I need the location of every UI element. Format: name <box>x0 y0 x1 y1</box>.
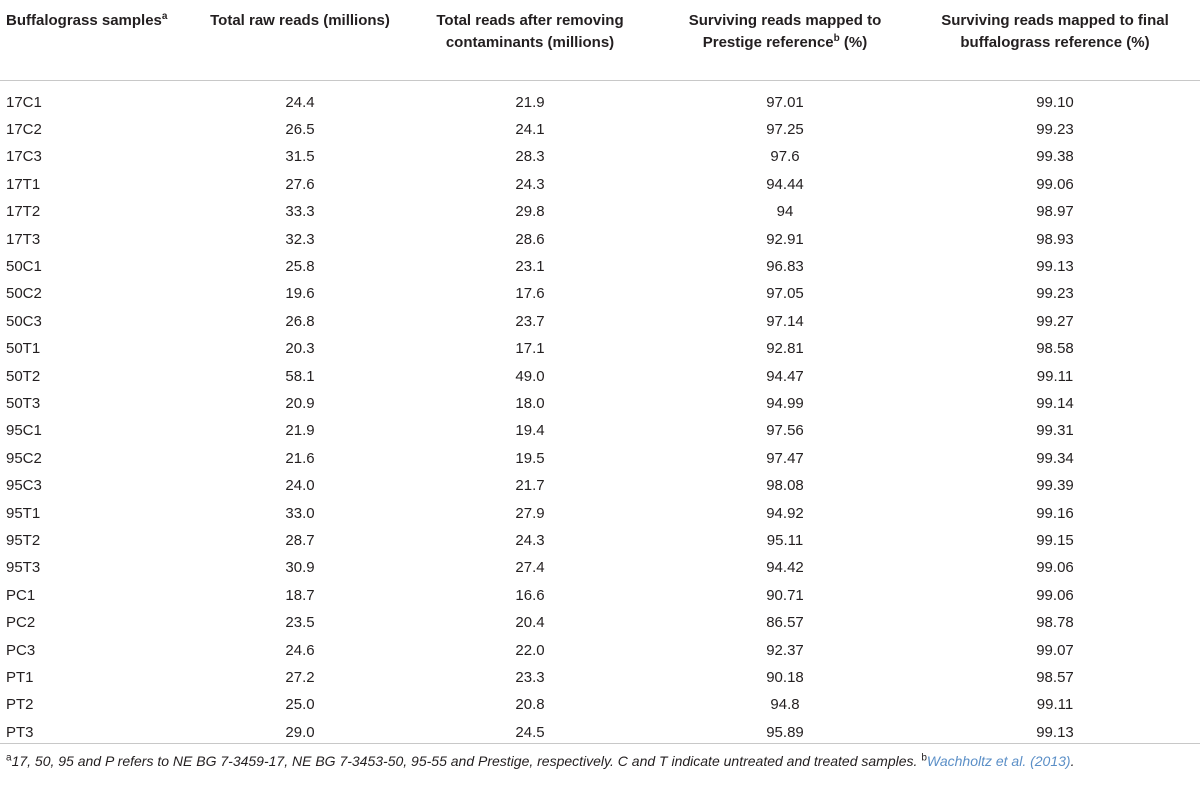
table-row <box>0 225 1200 252</box>
cell-raw-reads: 20.3 <box>285 340 315 358</box>
cell-raw-reads: 33.3 <box>285 203 315 221</box>
footnote-a-mark: a <box>6 752 12 764</box>
cell-raw-reads: 24.6 <box>285 641 315 659</box>
cell-raw-reads: 30.9 <box>285 559 315 577</box>
cell-prestige-mapped: 97.6 <box>770 148 800 166</box>
cell-prestige-mapped: 95.89 <box>766 723 804 741</box>
table-row <box>0 664 1200 691</box>
cell-clean-reads: 27.4 <box>515 559 545 577</box>
cell-raw-reads: 26.8 <box>285 312 315 330</box>
cell-prestige-mapped: 94.44 <box>766 175 804 193</box>
cell-sample: PT3 <box>6 723 34 741</box>
cell-raw-reads: 32.3 <box>285 230 315 248</box>
cell-clean-reads: 24.1 <box>515 121 545 139</box>
cell-prestige-mapped: 97.05 <box>766 285 804 303</box>
cell-raw-reads: 24.0 <box>285 477 315 495</box>
cell-clean-reads: 23.1 <box>515 258 545 276</box>
cell-final-mapped: 99.39 <box>1036 477 1074 495</box>
cell-prestige-mapped: 94.42 <box>766 559 804 577</box>
cell-final-mapped: 99.10 <box>1036 93 1074 111</box>
cell-final-mapped: 98.78 <box>1036 614 1074 632</box>
header-raw-reads: Total raw reads (millions) <box>200 4 400 80</box>
cell-final-mapped: 99.11 <box>1036 367 1074 385</box>
table-row <box>0 171 1200 198</box>
header-clean-reads: Total reads after removing contaminants (millions) <box>400 4 660 80</box>
cell-raw-reads: 23.5 <box>285 614 315 632</box>
table-row <box>0 417 1200 444</box>
cell-sample: 50C1 <box>6 258 42 276</box>
table-row <box>0 335 1200 362</box>
cell-clean-reads: 49.0 <box>515 367 545 385</box>
cell-prestige-mapped: 97.56 <box>766 422 804 440</box>
cell-raw-reads: 20.9 <box>285 394 315 412</box>
table-body <box>0 80 1200 746</box>
cell-clean-reads: 23.3 <box>515 668 545 686</box>
cell-sample: 17C3 <box>6 148 42 166</box>
cell-raw-reads: 28.7 <box>285 531 315 549</box>
cell-final-mapped: 99.38 <box>1036 148 1074 166</box>
table-row <box>0 527 1200 554</box>
cell-raw-reads: 25.0 <box>285 696 315 714</box>
cell-prestige-mapped: 97.14 <box>766 312 804 330</box>
cell-final-mapped: 99.13 <box>1036 723 1074 741</box>
table-row <box>0 718 1200 745</box>
cell-final-mapped: 99.14 <box>1036 394 1074 412</box>
cell-prestige-mapped: 92.81 <box>766 340 804 358</box>
table-row <box>0 80 1200 116</box>
footnote-a-text: 17, 50, 95 and P refers to NE BG 7-3459-17, NE BG 7-3453-50, 95-55 and Prestige, respectively. C and T indicate untreated and treated samples. <box>11 753 922 769</box>
cell-sample: 17T1 <box>6 175 41 193</box>
table-row <box>0 280 1200 307</box>
table-row <box>0 582 1200 609</box>
cell-sample: 50C3 <box>6 312 42 330</box>
cell-final-mapped: 99.07 <box>1036 641 1074 659</box>
cell-final-mapped: 99.16 <box>1036 504 1074 522</box>
cell-clean-reads: 20.8 <box>515 696 545 714</box>
cell-sample: PC1 <box>6 586 36 604</box>
header-row <box>0 4 1200 80</box>
table-row <box>0 308 1200 335</box>
cell-sample: 95C3 <box>6 477 42 495</box>
cell-prestige-mapped: 92.37 <box>766 641 804 659</box>
cell-clean-reads: 20.4 <box>515 614 545 632</box>
header-final-mapped: Surviving reads mapped to final buffalograss reference (%) <box>910 4 1200 80</box>
cell-sample: 95C1 <box>6 422 42 440</box>
cell-clean-reads: 16.6 <box>515 586 545 604</box>
footnote-b-end: . <box>1070 753 1075 769</box>
table-row <box>0 362 1200 389</box>
cell-sample: 95T3 <box>6 559 41 577</box>
cell-sample: 95T2 <box>6 531 41 549</box>
table-row <box>0 472 1200 499</box>
cell-clean-reads: 24.5 <box>515 723 545 741</box>
cell-final-mapped: 99.11 <box>1036 696 1074 714</box>
cell-raw-reads: 33.0 <box>285 504 315 522</box>
cell-prestige-mapped: 90.71 <box>766 586 804 604</box>
cell-clean-reads: 19.5 <box>515 449 545 467</box>
table-row <box>0 636 1200 663</box>
cell-sample: 50T2 <box>6 367 41 385</box>
cell-final-mapped: 99.06 <box>1036 586 1074 604</box>
cell-clean-reads: 28.6 <box>515 230 545 248</box>
reads-table <box>0 4 1200 746</box>
cell-prestige-mapped: 97.01 <box>766 93 804 111</box>
cell-prestige-mapped: 97.25 <box>766 121 804 139</box>
cell-final-mapped: 99.23 <box>1036 121 1074 139</box>
cell-prestige-mapped: 96.83 <box>766 258 804 276</box>
cell-final-mapped: 99.31 <box>1036 422 1074 440</box>
cell-prestige-mapped: 94.8 <box>770 696 800 714</box>
cell-clean-reads: 21.9 <box>515 93 545 111</box>
cell-prestige-mapped: 94.92 <box>766 504 804 522</box>
cell-prestige-mapped: 94.47 <box>766 367 804 385</box>
cell-raw-reads: 21.9 <box>285 422 315 440</box>
cell-sample: 50T1 <box>6 340 41 358</box>
table-row <box>0 116 1200 143</box>
footnote-b-reference-link[interactable]: Wachholtz et al. (2013) <box>926 753 1071 769</box>
cell-final-mapped: 99.23 <box>1036 285 1074 303</box>
table-header <box>0 4 1200 80</box>
cell-sample: PC2 <box>6 614 36 632</box>
cell-final-mapped: 99.34 <box>1036 449 1074 467</box>
cell-prestige-mapped: 90.18 <box>766 668 804 686</box>
cell-clean-reads: 18.0 <box>515 394 545 412</box>
cell-raw-reads: 25.8 <box>285 258 315 276</box>
table-row <box>0 609 1200 636</box>
cell-sample: 50C2 <box>6 285 42 303</box>
cell-final-mapped: 99.15 <box>1036 531 1074 549</box>
cell-sample: 50T3 <box>6 394 41 412</box>
cell-sample: PT2 <box>6 696 34 714</box>
table-row <box>0 253 1200 280</box>
footnote-b-mark: b <box>921 752 927 764</box>
cell-sample: 17C1 <box>6 93 42 111</box>
cell-raw-reads: 29.0 <box>285 723 315 741</box>
cell-prestige-mapped: 94 <box>776 203 794 221</box>
cell-sample: 17T2 <box>6 203 41 221</box>
table-bottom-rule <box>0 743 1200 744</box>
cell-clean-reads: 24.3 <box>515 175 545 193</box>
table-row <box>0 198 1200 225</box>
cell-clean-reads: 28.3 <box>515 148 545 166</box>
cell-raw-reads: 21.6 <box>285 449 315 467</box>
cell-prestige-mapped: 94.99 <box>766 394 804 412</box>
cell-sample: 95T1 <box>6 504 41 522</box>
cell-final-mapped: 99.13 <box>1036 258 1074 276</box>
table-row <box>0 143 1200 170</box>
header-samples: Buffalograss samples$^a$ <box>0 4 200 80</box>
table-row <box>0 499 1200 526</box>
cell-prestige-mapped: 98.08 <box>766 477 804 495</box>
cell-clean-reads: 17.1 <box>515 340 545 358</box>
cell-clean-reads: 22.0 <box>515 641 545 659</box>
table-row <box>0 554 1200 581</box>
cell-raw-reads: 58.1 <box>285 367 315 385</box>
cell-sample: 95C2 <box>6 449 42 467</box>
cell-prestige-mapped: 97.47 <box>766 449 804 467</box>
cell-final-mapped: 98.97 <box>1036 203 1074 221</box>
cell-clean-reads: 19.4 <box>515 422 545 440</box>
cell-clean-reads: 27.9 <box>515 504 545 522</box>
table-row <box>0 390 1200 417</box>
cell-prestige-mapped: 86.57 <box>766 614 804 632</box>
cell-clean-reads: 24.3 <box>515 531 545 549</box>
cell-raw-reads: 24.4 <box>285 93 315 111</box>
cell-raw-reads: 27.2 <box>285 668 315 686</box>
cell-raw-reads: 31.5 <box>285 148 315 166</box>
cell-final-mapped: 98.93 <box>1036 230 1074 248</box>
cell-raw-reads: 19.6 <box>285 285 315 303</box>
table-row <box>0 691 1200 718</box>
table-row <box>0 445 1200 472</box>
cell-clean-reads: 23.7 <box>515 312 545 330</box>
cell-prestige-mapped: 92.91 <box>766 230 804 248</box>
table-footnote <box>6 752 1191 771</box>
cell-clean-reads: 21.7 <box>515 477 545 495</box>
cell-prestige-mapped: 95.11 <box>766 531 804 549</box>
cell-sample: 17C2 <box>6 121 42 139</box>
cell-final-mapped: 98.57 <box>1036 668 1074 686</box>
cell-sample: 17T3 <box>6 230 41 248</box>
cell-final-mapped: 99.06 <box>1036 559 1074 577</box>
cell-sample: PT1 <box>6 668 34 686</box>
cell-final-mapped: 98.58 <box>1036 340 1074 358</box>
cell-clean-reads: 17.6 <box>515 285 545 303</box>
cell-raw-reads: 26.5 <box>285 121 315 139</box>
cell-final-mapped: 99.06 <box>1036 175 1074 193</box>
cell-final-mapped: 99.27 <box>1036 312 1074 330</box>
cell-raw-reads: 18.7 <box>285 586 315 604</box>
cell-clean-reads: 29.8 <box>515 203 545 221</box>
header-prestige-mapped: Surviving reads mapped to Prestige reference$^b$ (%) <box>660 4 910 80</box>
cell-sample: PC3 <box>6 641 36 659</box>
cell-raw-reads: 27.6 <box>285 175 315 193</box>
